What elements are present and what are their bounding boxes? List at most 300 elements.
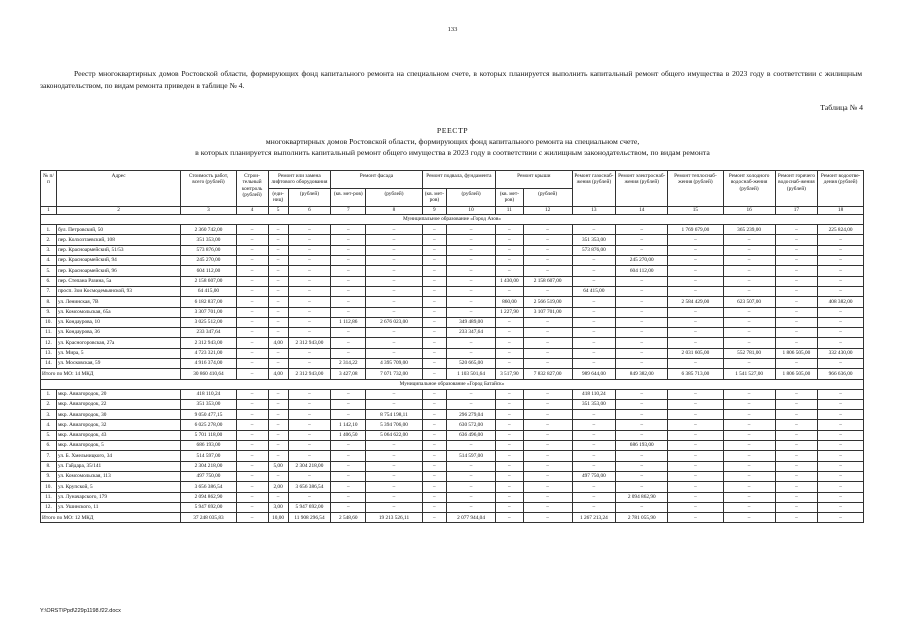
row-number: 10. xyxy=(41,482,57,492)
value-cell: – xyxy=(422,286,446,296)
value-cell: – xyxy=(572,256,616,266)
value-cell: – xyxy=(331,451,366,461)
value-cell: – xyxy=(236,430,268,440)
value-cell: – xyxy=(366,502,422,512)
value-cell: – xyxy=(668,235,723,245)
value-cell: – xyxy=(422,502,446,512)
section-row xyxy=(41,379,864,389)
section-title: Муниципальное образование «Город Азов» xyxy=(41,215,864,225)
value-cell: – xyxy=(236,235,268,245)
value-cell: – xyxy=(818,256,864,266)
value-cell: – xyxy=(616,235,668,245)
value-cell: – xyxy=(523,235,572,245)
value-cell: – xyxy=(422,256,446,266)
value-cell: – xyxy=(723,451,775,461)
registry-table xyxy=(40,170,864,523)
total-cell: – xyxy=(422,369,446,379)
value-cell: 1 227,90 xyxy=(496,307,524,317)
value-cell: 332 430,00 xyxy=(818,348,864,358)
value-cell: – xyxy=(447,338,496,348)
value-cell: – xyxy=(236,328,268,338)
value-cell: – xyxy=(366,461,422,471)
value-cell: – xyxy=(422,471,446,481)
value-cell: – xyxy=(496,317,524,327)
value-cell: – xyxy=(288,245,331,255)
value-cell: – xyxy=(366,482,422,492)
value-cell: – xyxy=(331,297,366,307)
value-cell: – xyxy=(616,307,668,317)
total-cell: 1 806 505,00 xyxy=(775,369,818,379)
address-cell: ул. Ушинского, 11 xyxy=(56,502,180,512)
total-cell: – xyxy=(236,513,268,523)
value-cell: – xyxy=(775,420,818,430)
value-cell: – xyxy=(496,502,524,512)
total-cell: – xyxy=(496,513,524,523)
value-cell: – xyxy=(616,389,668,399)
row-number: 7. xyxy=(41,451,57,461)
value-cell: – xyxy=(616,410,668,420)
value-cell: – xyxy=(331,256,366,266)
value-cell: – xyxy=(775,235,818,245)
value-cell: – xyxy=(775,266,818,276)
value-cell: – xyxy=(331,461,366,471)
value-cell: – xyxy=(236,338,268,348)
value-cell: – xyxy=(447,471,496,481)
value-cell: – xyxy=(775,338,818,348)
title-line-1: РЕЕСТР xyxy=(436,126,469,135)
value-cell: – xyxy=(288,286,331,296)
value-cell: 225 824,00 xyxy=(818,225,864,235)
table-row xyxy=(41,266,864,276)
value-cell: – xyxy=(447,502,496,512)
value-cell: – xyxy=(447,245,496,255)
value-cell: – xyxy=(523,256,572,266)
value-cell: – xyxy=(236,245,268,255)
total-cell: 2 077 944,04 xyxy=(447,513,496,523)
row-number: 14. xyxy=(41,358,57,368)
value-cell: – xyxy=(723,399,775,409)
value-cell: – xyxy=(616,328,668,338)
page-number: 133 xyxy=(447,26,458,33)
value-cell: – xyxy=(818,492,864,502)
value-cell: 296 279,04 xyxy=(447,410,496,420)
title-line-2: многоквартирных домов Ростовской области, формирующих фонд капитального ремонта на специальном счете, xyxy=(265,137,640,146)
value-cell: – xyxy=(616,502,668,512)
value-cell: – xyxy=(523,482,572,492)
value-cell: 4 916 374,00 xyxy=(181,358,236,368)
value-cell: – xyxy=(366,451,422,461)
value-cell: – xyxy=(723,389,775,399)
header-control: Строи-тельный контроль (рублей) xyxy=(236,171,268,207)
value-cell: 520 665,00 xyxy=(447,358,496,368)
value-cell: – xyxy=(668,430,723,440)
value-cell: – xyxy=(496,430,524,440)
value-cell: – xyxy=(572,492,616,502)
value-cell: – xyxy=(668,451,723,461)
header-lift-units: (еди-ниц) xyxy=(268,188,288,206)
table-row xyxy=(41,307,864,317)
column-number: 9 xyxy=(422,206,446,215)
header-roof: Ремонт крыши xyxy=(496,171,573,189)
value-cell: – xyxy=(616,317,668,327)
table-row xyxy=(41,338,864,348)
value-cell: – xyxy=(775,256,818,266)
column-number: 13 xyxy=(572,206,616,215)
column-number: 11 xyxy=(496,206,524,215)
value-cell: – xyxy=(775,492,818,502)
header-gas: Ремонт газоснаб-жения (рублей) xyxy=(572,171,616,207)
column-number: 18 xyxy=(818,206,864,215)
value-cell: 2 304 218,00 xyxy=(288,461,331,471)
value-cell: – xyxy=(288,471,331,481)
table-row xyxy=(41,410,864,420)
value-cell: – xyxy=(236,441,268,451)
value-cell: – xyxy=(572,276,616,286)
address-cell: ул. Кондаурова, 36 xyxy=(56,328,180,338)
table-row xyxy=(41,451,864,461)
table-row xyxy=(41,245,864,255)
value-cell: 4 395 709,00 xyxy=(366,358,422,368)
value-cell: – xyxy=(818,389,864,399)
value-cell: 418 110,24 xyxy=(572,389,616,399)
row-number: 3. xyxy=(41,410,57,420)
address-cell: мкр. Авиагородок, 22 xyxy=(56,399,180,409)
total-cell: 2 548,60 xyxy=(331,513,366,523)
value-cell: – xyxy=(331,225,366,235)
value-cell: 3 656 386,54 xyxy=(288,482,331,492)
value-cell: – xyxy=(775,307,818,317)
value-cell: – xyxy=(668,410,723,420)
footer-file-path: Y:\ORST\Ppd\229p1198.f22.docx xyxy=(40,608,121,614)
value-cell: – xyxy=(447,266,496,276)
value-cell: – xyxy=(422,328,446,338)
value-cell: 2 158 607,00 xyxy=(181,276,236,286)
header-facade-m: (кв. мет-ров) xyxy=(331,188,366,206)
value-cell: – xyxy=(775,482,818,492)
table-row xyxy=(41,441,864,451)
value-cell: 860,00 xyxy=(496,297,524,307)
value-cell: – xyxy=(818,441,864,451)
value-cell: – xyxy=(616,461,668,471)
value-cell: – xyxy=(422,266,446,276)
total-cell: 6 385 713,00 xyxy=(668,369,723,379)
header-facade: Ремонт фасада xyxy=(331,171,422,189)
table-row xyxy=(41,461,864,471)
value-cell: – xyxy=(331,245,366,255)
value-cell: – xyxy=(236,420,268,430)
value-cell: – xyxy=(236,358,268,368)
address-cell: ул. Комсомольская, 65а xyxy=(56,307,180,317)
value-cell: – xyxy=(723,307,775,317)
value-cell: 3 307 701,00 xyxy=(181,307,236,317)
row-number: 1. xyxy=(41,225,57,235)
value-cell: 4 723 321,00 xyxy=(181,348,236,358)
value-cell: 497 750,00 xyxy=(181,471,236,481)
value-cell: – xyxy=(818,307,864,317)
value-cell: – xyxy=(572,358,616,368)
total-cell: 7 832 827,00 xyxy=(523,369,572,379)
value-cell: – xyxy=(288,358,331,368)
value-cell: – xyxy=(268,266,288,276)
table-row xyxy=(41,399,864,409)
total-cell: 10,00 xyxy=(268,513,288,523)
value-cell: – xyxy=(496,266,524,276)
value-cell: – xyxy=(775,297,818,307)
value-cell: – xyxy=(447,307,496,317)
value-cell: – xyxy=(616,225,668,235)
value-cell: 351 353,00 xyxy=(572,235,616,245)
header-roof-rub: (рублей) xyxy=(523,188,572,206)
value-cell: – xyxy=(775,225,818,235)
address-cell: мкр. Авиагородок, 32 xyxy=(56,420,180,430)
value-cell: – xyxy=(775,410,818,420)
value-cell: – xyxy=(818,328,864,338)
value-cell: – xyxy=(422,358,446,368)
value-cell: 1 406,50 xyxy=(331,430,366,440)
table-row xyxy=(41,317,864,327)
value-cell: 3 656 386,54 xyxy=(181,482,236,492)
value-cell: – xyxy=(366,338,422,348)
value-cell: – xyxy=(288,307,331,317)
value-cell: – xyxy=(572,328,616,338)
table-row xyxy=(41,471,864,481)
value-cell: – xyxy=(668,307,723,317)
value-cell: – xyxy=(616,399,668,409)
value-cell: – xyxy=(268,328,288,338)
value-cell: – xyxy=(236,492,268,502)
table-row xyxy=(41,297,864,307)
value-cell: – xyxy=(236,471,268,481)
value-cell: – xyxy=(331,338,366,348)
value-cell: – xyxy=(366,276,422,286)
value-cell: – xyxy=(288,410,331,420)
value-cell: – xyxy=(268,492,288,502)
value-cell: – xyxy=(523,389,572,399)
value-cell: – xyxy=(268,256,288,266)
value-cell: – xyxy=(268,399,288,409)
value-cell: 5 701 118,00 xyxy=(181,430,236,440)
value-cell: – xyxy=(668,286,723,296)
value-cell: – xyxy=(447,235,496,245)
value-cell: – xyxy=(572,348,616,358)
value-cell: 5 064 622,00 xyxy=(366,430,422,440)
column-number: 5 xyxy=(268,206,288,215)
column-number: 2 xyxy=(56,206,180,215)
row-number: 11. xyxy=(41,328,57,338)
value-cell: 64 415,00 xyxy=(181,286,236,296)
value-cell: – xyxy=(331,328,366,338)
value-cell: 3,00 xyxy=(268,502,288,512)
value-cell: – xyxy=(268,410,288,420)
header-hot: Ремонт горячего водоснаб-жения (рублей) xyxy=(775,171,818,207)
header-lift: Ремонт или замена лифтового оборудования xyxy=(268,171,331,189)
value-cell: – xyxy=(366,348,422,358)
value-cell: 2 566 519,00 xyxy=(523,297,572,307)
value-cell: – xyxy=(288,328,331,338)
table-row xyxy=(41,328,864,338)
value-cell: – xyxy=(523,225,572,235)
value-cell: – xyxy=(775,451,818,461)
value-cell: – xyxy=(422,297,446,307)
table-row xyxy=(41,225,864,235)
value-cell: – xyxy=(496,482,524,492)
value-cell: – xyxy=(523,451,572,461)
row-number: 4. xyxy=(41,420,57,430)
value-cell: 1 142,10 xyxy=(331,420,366,430)
value-cell: – xyxy=(447,389,496,399)
value-cell: – xyxy=(668,482,723,492)
value-cell: – xyxy=(775,276,818,286)
header-elec: Ремонт электроснаб-жения (рублей) xyxy=(616,171,668,207)
total-cell: 7 071 732,00 xyxy=(366,369,422,379)
value-cell: – xyxy=(268,276,288,286)
value-cell: – xyxy=(572,410,616,420)
value-cell: – xyxy=(723,276,775,286)
value-cell: – xyxy=(366,307,422,317)
value-cell: – xyxy=(366,245,422,255)
value-cell: – xyxy=(496,256,524,266)
value-cell: – xyxy=(818,410,864,420)
value-cell: – xyxy=(268,348,288,358)
value-cell: – xyxy=(723,430,775,440)
value-cell: – xyxy=(616,451,668,461)
value-cell: – xyxy=(818,338,864,348)
value-cell: – xyxy=(668,441,723,451)
value-cell: – xyxy=(496,286,524,296)
row-number: 12. xyxy=(41,502,57,512)
total-row xyxy=(41,369,864,379)
value-cell: – xyxy=(268,225,288,235)
value-cell: – xyxy=(572,225,616,235)
value-cell: 2 031 605,00 xyxy=(668,348,723,358)
value-cell: – xyxy=(775,389,818,399)
row-number: 12. xyxy=(41,338,57,348)
table-label: Таблица № 4 xyxy=(820,103,863,112)
value-cell: – xyxy=(523,502,572,512)
header-lift-rub: (рублей) xyxy=(288,188,331,206)
value-cell: – xyxy=(236,266,268,276)
value-cell: 636 496,00 xyxy=(447,430,496,440)
value-cell: – xyxy=(572,430,616,440)
total-row xyxy=(41,513,864,523)
value-cell: 418 110,24 xyxy=(181,389,236,399)
header-basement-rub: (рублей) xyxy=(447,188,496,206)
value-cell: – xyxy=(236,461,268,471)
value-cell: – xyxy=(523,358,572,368)
value-cell: – xyxy=(496,389,524,399)
value-cell: – xyxy=(288,441,331,451)
value-cell: – xyxy=(366,399,422,409)
row-number: 3. xyxy=(41,245,57,255)
total-cell: 1 267 213,24 xyxy=(572,513,616,523)
value-cell: – xyxy=(523,348,572,358)
header-num: № п/п xyxy=(41,171,57,207)
column-number: 6 xyxy=(288,206,331,215)
value-cell: – xyxy=(668,492,723,502)
table-row xyxy=(41,420,864,430)
value-cell: 3 025 512,00 xyxy=(181,317,236,327)
header-cold: Ремонт холодного водоснаб-жения (рублей) xyxy=(723,171,775,207)
table-row xyxy=(41,389,864,399)
total-cell: 1 103 501,64 xyxy=(447,369,496,379)
value-cell: – xyxy=(496,461,524,471)
total-cell: 989 644,00 xyxy=(572,369,616,379)
value-cell: – xyxy=(422,338,446,348)
value-cell: – xyxy=(668,266,723,276)
value-cell: – xyxy=(616,297,668,307)
value-cell: – xyxy=(236,276,268,286)
value-cell: – xyxy=(818,471,864,481)
value-cell: – xyxy=(496,225,524,235)
value-cell: – xyxy=(616,245,668,255)
table-row xyxy=(41,482,864,492)
value-cell: – xyxy=(572,451,616,461)
row-number: 2. xyxy=(41,399,57,409)
value-cell: – xyxy=(775,328,818,338)
value-cell: – xyxy=(422,482,446,492)
row-number: 9. xyxy=(41,471,57,481)
value-cell: – xyxy=(572,482,616,492)
total-cell: 2 781 055,90 xyxy=(616,513,668,523)
value-cell: 233 347,64 xyxy=(447,328,496,338)
value-cell: – xyxy=(331,266,366,276)
row-number: 13. xyxy=(41,348,57,358)
value-cell: 245 270,00 xyxy=(616,256,668,266)
value-cell: – xyxy=(331,399,366,409)
value-cell: – xyxy=(422,492,446,502)
value-cell: – xyxy=(447,461,496,471)
value-cell: 1 769 679,00 xyxy=(668,225,723,235)
value-cell: – xyxy=(818,430,864,440)
value-cell: – xyxy=(268,471,288,481)
value-cell: – xyxy=(818,358,864,368)
value-cell: – xyxy=(236,286,268,296)
address-cell: ул. Ленинская, 7В xyxy=(56,297,180,307)
value-cell: 365 239,00 xyxy=(723,225,775,235)
value-cell: – xyxy=(366,492,422,502)
table-body xyxy=(41,206,864,523)
value-cell: – xyxy=(616,338,668,348)
value-cell: 514 597,00 xyxy=(447,451,496,461)
value-cell: – xyxy=(572,420,616,430)
total-cell: – xyxy=(668,513,723,523)
row-number: 4. xyxy=(41,256,57,266)
value-cell: – xyxy=(236,307,268,317)
total-cell: 11 908 296,54 xyxy=(288,513,331,523)
value-cell: 5 947 692,00 xyxy=(288,502,331,512)
value-cell: – xyxy=(422,451,446,461)
value-cell: – xyxy=(366,266,422,276)
value-cell: – xyxy=(422,399,446,409)
value-cell: – xyxy=(268,389,288,399)
value-cell: – xyxy=(523,328,572,338)
value-cell: – xyxy=(523,420,572,430)
address-cell: ул. Б. Хмельницкого, 34 xyxy=(56,451,180,461)
value-cell: 5,00 xyxy=(268,461,288,471)
value-cell: – xyxy=(236,389,268,399)
value-cell: – xyxy=(723,317,775,327)
row-number: 8. xyxy=(41,297,57,307)
value-cell: – xyxy=(268,235,288,245)
value-cell: – xyxy=(818,399,864,409)
row-number: 11. xyxy=(41,492,57,502)
value-cell: – xyxy=(523,399,572,409)
value-cell: – xyxy=(366,235,422,245)
value-cell: – xyxy=(422,245,446,255)
value-cell: – xyxy=(572,297,616,307)
header-heat: Ремонт теплоснаб-жения (рублей) xyxy=(668,171,723,207)
value-cell: – xyxy=(818,266,864,276)
